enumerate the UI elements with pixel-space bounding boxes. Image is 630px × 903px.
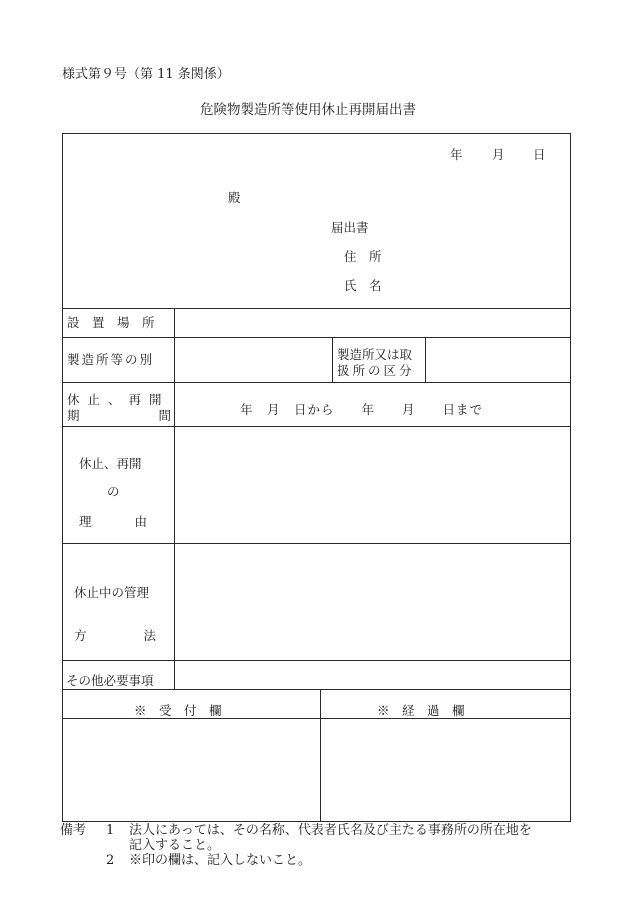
progress-field [322, 720, 568, 820]
addressee-suffix: 殿 [228, 190, 241, 205]
management-label-line2 [74, 630, 156, 643]
other-field[interactable] [176, 662, 568, 688]
note2-number: 2 [106, 853, 115, 868]
reason-label-line1: 休止、再開 [79, 456, 142, 471]
facility-type-field[interactable] [176, 339, 330, 381]
classification-field[interactable] [427, 339, 568, 381]
period-label-line1: 休止、再開 [67, 392, 170, 407]
name-label: 氏 名 [344, 278, 382, 293]
date-year: 年 [450, 147, 463, 162]
location-field[interactable] [176, 310, 568, 336]
address-label: 住 所 [344, 249, 382, 264]
classification-label-line2: 扱所の区分 [337, 363, 415, 378]
notes-label: 備考 [60, 823, 87, 838]
reason-label-line3 [79, 516, 147, 529]
other-label: その他必要事項 [66, 673, 154, 688]
note1-line2: 記入すること。 [129, 838, 221, 853]
period-label-line2 [67, 410, 171, 423]
notifier-label: 届出書 [331, 220, 369, 235]
date-month: 月 [492, 147, 505, 162]
reception-field [64, 720, 319, 820]
location-label: 設 置 場 所 [67, 315, 155, 330]
reason-field[interactable] [176, 428, 568, 542]
management-label-right: 法 [143, 628, 156, 643]
form-title: 危険物製造所等使用休止再開届出書 [200, 102, 416, 118]
reason-label-line2: の [107, 484, 120, 499]
reason-label-left: 理 [79, 514, 92, 529]
period-label-left: 期 [67, 408, 80, 423]
date-day: 日 [533, 147, 546, 162]
progress-header: ※ 経 過 欄 [377, 703, 465, 718]
facility-type-label: 製造所等の別 [67, 352, 155, 367]
form-number: 様式第９号（第 11 条関係） [62, 67, 230, 82]
reception-header: ※ 受 付 欄 [134, 703, 222, 718]
note2-text: ※印の欄は、記入しないこと。 [129, 853, 312, 868]
period-value[interactable]: 年 月 日から 年 月 日まで [240, 402, 484, 417]
management-field[interactable] [176, 545, 568, 659]
note1-line1: 法人にあっては、その名称、代表者氏名及び主たる事務所の所在地を [129, 823, 532, 838]
reason-label-right: 由 [134, 514, 147, 529]
management-label-left: 方 [74, 628, 87, 643]
period-label-right: 間 [158, 408, 171, 423]
management-label-line1: 休止中の管理 [74, 585, 150, 600]
note1-number: 1 [106, 823, 115, 838]
classification-label-line1: 製造所又は取 [337, 347, 413, 362]
